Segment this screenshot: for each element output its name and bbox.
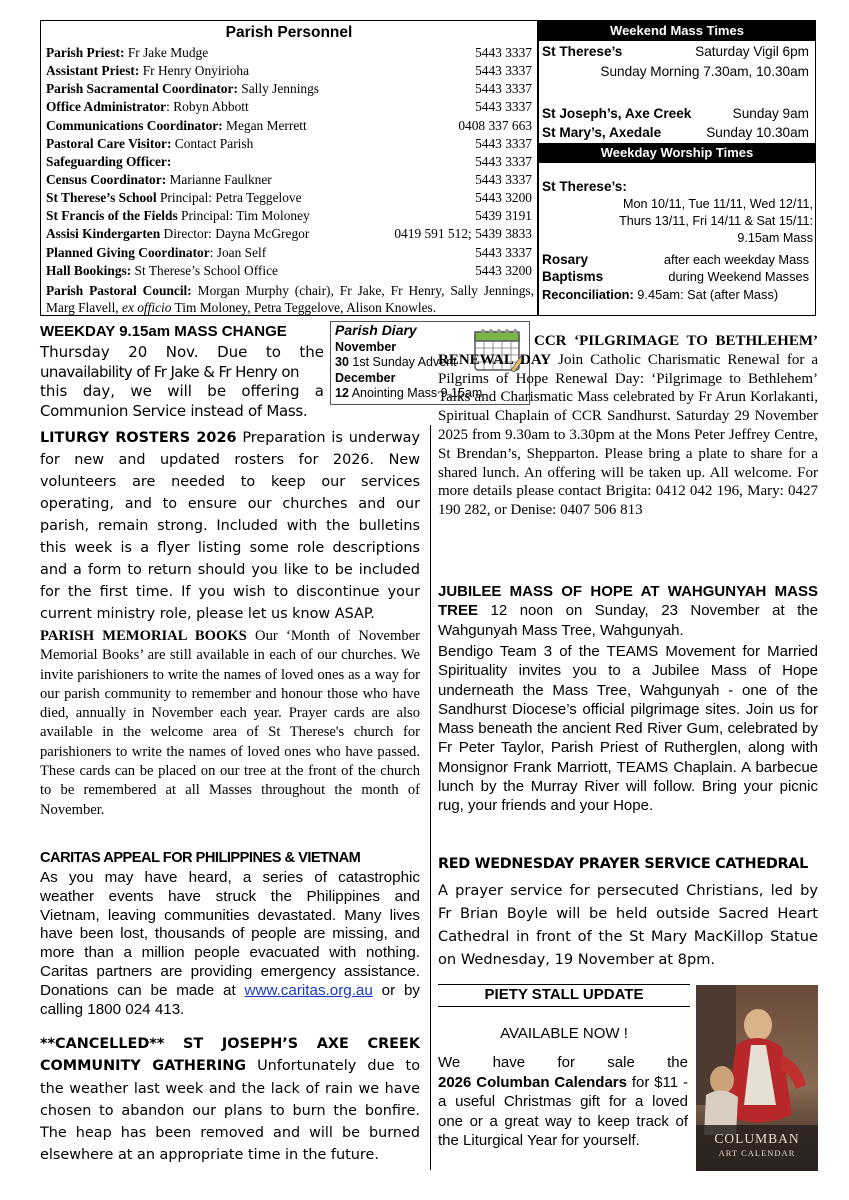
diary-event-2: 12 Anointing Mass 9.15am: [335, 386, 483, 400]
weekday-line-1: Mon 10/11, Tue 11/11, Wed 12/11,: [623, 197, 813, 211]
personnel-row: [46, 117, 532, 135]
pastoral-council: Parish Pastoral Council: Morgan Murphy (chair), Fr Jake, Fr Henry, Sally Jennings, Marg Flavell, ex officio Tim Moloney, Petra Teggelove, Alison Knowles.: [46, 283, 534, 315]
personnel-phone: 5443 3337: [475, 45, 532, 60]
personnel-name: St Therese’s School Office: [131, 263, 278, 278]
personnel-phone: 5443 3337: [475, 245, 532, 260]
weekday-line-2: Thurs 13/11, Fri 14/11 & Sat 15/11:: [619, 214, 813, 228]
personnel-role: Pastoral Care Visitor:: [46, 136, 172, 151]
liturgy-rosters-article: LITURGY ROSTERS 2026 Preparation is underway for new and updated rosters for 2026. New volunteers are needed to keep our services operating, and to ensure our churches and our parish, remain strong. Included with the bulletins this week is a flyer listing some role descriptions and a form to return should you like to be included for the first time. If you wish to discontinue your current ministry role, please let us know ASAP.: [40, 430, 420, 622]
personnel-row: [46, 44, 532, 62]
red-wednesday-heading: RED WEDNESDAY PRAYER SERVICE CATHEDRAL: [438, 856, 808, 872]
personnel-row: [46, 189, 532, 207]
personnel-role: Parish Priest:: [46, 45, 125, 60]
personnel-name: Principal: Tim Moloney: [177, 208, 310, 223]
calendar-subtitle-word: ART CALENDAR: [718, 1148, 796, 1158]
jubilee-mass-article: JUBILEE MASS OF HOPE AT WAHGUNYAH MASS TREE 12 noon on Sunday, 23 November at the Wahgunyah Mass Tree, Wahgunyah.: [438, 583, 818, 639]
st-mary-time: Sunday 10.30am: [706, 125, 809, 140]
caritas-link[interactable]: www.caritas.org.au: [244, 981, 373, 999]
reconciliation-line: Reconciliation: 9.45am: Sat (after Mass): [542, 287, 779, 302]
diary-month-1: November: [335, 340, 397, 354]
mass-change-heading: WEEKDAY 9.15am MASS CHANGE: [40, 323, 287, 340]
personnel-role: Planned Giving Coordinator: [46, 245, 210, 260]
piety-top-rule: [438, 984, 690, 985]
parish-personnel-box: [40, 20, 538, 316]
personnel-row: [46, 153, 532, 171]
personnel-phone: 5443 3337: [475, 99, 532, 114]
memorial-books-article: PARISH MEMORIAL BOOKS Our ‘Month of November Memorial Books’ are still available in each of our churches. We invite parishioners to write the names of loved ones as a way for our parish community to remember and honour those who have died, annually in November each year. Prayer cards are also available in the welcome area of St Therese's church for parishioners to write the names of loved ones who have passed. These cards can be placed on our tree at the front of the church to be remembered at all Masses throughout the month of November.: [40, 628, 421, 818]
personnel-row: [46, 135, 532, 153]
piety-bottom-rule: [438, 1006, 690, 1007]
personnel-name: Marianne Faulkner: [166, 172, 272, 187]
personnel-role: Safeguarding Officer:: [46, 154, 172, 169]
caritas-heading: CARITAS APPEAL FOR PHILIPPINES & VIETNAM: [40, 850, 361, 866]
personnel-title: Parish Personnel: [225, 24, 353, 41]
piety-stall-body: We have for sale the 2026 Columban Calendars for $11 - a useful Christmas gift for a loved one or a great way to keep track of the Liturgical Year for yourself.: [438, 1054, 688, 1149]
personnel-role: Communications Coordinator:: [46, 118, 223, 133]
personnel-role: St Therese’s School: [46, 190, 157, 205]
rosary-time: after each weekday Mass: [663, 252, 809, 267]
personnel-name: : Joan Self: [209, 245, 267, 260]
piety-stall-heading: PIETY STALL UPDATE: [484, 986, 644, 1003]
personnel-row: [46, 225, 532, 243]
st-joseph-time: Sunday 9am: [732, 106, 809, 121]
personnel-role: Hall Bookings:: [46, 263, 132, 278]
personnel-name: Sally Jennings: [237, 81, 320, 96]
personnel-row: [46, 244, 532, 262]
personnel-row: [46, 80, 532, 98]
personnel-name: : Robyn Abbott: [166, 99, 249, 114]
personnel-row: [46, 262, 532, 280]
st-joseph-label: St Joseph’s, Axe Creek: [542, 106, 692, 121]
weekday-worship-title: Weekday Worship Times: [539, 143, 815, 163]
personnel-phone: 5443 3337: [475, 136, 532, 151]
personnel-phone: 5443 3200: [475, 263, 532, 278]
personnel-phone: 5443 3200: [475, 190, 532, 205]
rosary-label: Rosary: [542, 252, 589, 267]
personnel-name: Fr Jake Mudge: [124, 45, 209, 60]
personnel-row: [46, 171, 532, 189]
baptisms-time: during Weekend Masses: [668, 269, 809, 284]
st-mary-label: St Mary’s, Axedale: [542, 125, 662, 140]
column-divider: [430, 425, 431, 1170]
personnel-row: [46, 98, 532, 116]
st-therese-vigil: Saturday Vigil 6pm: [695, 44, 809, 59]
personnel-row: [46, 62, 532, 80]
diary-title: Parish Diary: [335, 322, 417, 338]
st-therese-label: St Therese’s: [542, 44, 623, 59]
calendar-title-word: COLUMBAN: [714, 1131, 800, 1146]
personnel-phone: 5443 3337: [475, 172, 532, 187]
diary-month-2: December: [335, 371, 396, 385]
weekday-line-3: 9.15am Mass: [737, 231, 813, 245]
weekday-church: St Therese’s:: [542, 179, 627, 194]
personnel-row: [46, 207, 532, 225]
personnel-phone: 5443 3337: [475, 154, 532, 169]
caritas-body: As you may have heard, a series of catastrophic weather events have struck the Philippines and Vietnam, leaving communities devastated. Many lives have been lost, thousands of people are missing, and more than a million people evacuated with nothing. Caritas partners are providing emergency assistance. Donations can be made at www.caritas.org.au or by calling 1800 024 413.: [40, 869, 421, 1018]
personnel-role: Assistant Priest:: [46, 63, 140, 78]
ccr-renewal-article: CCR ‘PILGRIMAGE TO BETHLEHEM’ RENEWAL DAY Join Catholic Charismatic Renewal for a Pilgrims of Hope Renewal Day: ‘Pilgrimage to Bethlehem’ Talks and Charismatic Mass celebrated by Fr Arun Korlakanti, Spiritual Chaplain of CCR Sandhurst. Saturday 29 November 2025 from 9.30am to 3.30pm at the Mons Peter Jeffrey Centre, St Brendan’s, Shepparton. Please bring a plate to share for a shared lunch. An offering will be taken up. All welcome. For more details please contact Brigita: 0412 042 196, Mary: 0427 190 282, or Denise: 0407 506 813: [438, 333, 818, 519]
personnel-phone: 0419 591 512; 5439 3833: [394, 226, 532, 241]
personnel-phone: 5443 3337: [475, 81, 532, 96]
personnel-name: Contact Parish: [171, 136, 254, 151]
columban-calendar-image: [696, 985, 818, 1171]
personnel-phone: 0408 337 663: [458, 118, 532, 133]
personnel-name: Director: Dayna McGregor: [160, 226, 310, 241]
personnel-phone: 5439 3191: [475, 208, 532, 223]
red-wednesday-body: A prayer service for persecuted Christians, led by Fr Brian Boyle will be held outside Sacred Heart Cathedral in front of the St Mary MacKillop Statue on Wednesday, 19 November at 8pm.: [438, 882, 818, 968]
weekend-mass-title: Weekend Mass Times: [539, 21, 815, 41]
cancelled-gathering-article: **CANCELLED** ST JOSEPH’S AXE CREEK COMMUNITY GATHERING Unfortunately due to the weather last week and the lack of rain we have chosen to abandon our plans to burn the bonfire. The heap has been removed and will be burned elsewhere at an appropriate time in the future.: [40, 1036, 420, 1164]
personnel-role: St Francis of the Fields: [46, 208, 178, 223]
personnel-role: Office Administrator: [46, 99, 167, 114]
st-therese-sunday: Sunday Morning 7.30am, 10.30am: [600, 64, 809, 79]
mass-change-body: Thursday 20 Nov. Due to the unavailability of Fr Jake & Fr Henry on this day, we will be offering a Communion Service instead of Mass.: [40, 343, 324, 420]
jubilee-mass-body: Bendigo Team 3 of the TEAMS Movement for Married Spirituality invites you to a Jubilee Mass of Hope underneath the Mass Tree, Wahgunyah - one of the Sandhurst Diocese’s official pilgrimage sites. Join us for Mass beneath the ancient Red River Gum, celebrated by Fr Peter Taylor, Parish Priest of Rutherglen, along with Monsignor Frank Marriott, TEAMS Chaplain. A barbecue lunch by the Murray River will follow. Bring your picnic rug, your friends and your Hope.: [438, 643, 818, 815]
personnel-role: Assisi Kindergarten: [46, 226, 161, 241]
personnel-name: Fr Henry Onyirioha: [139, 63, 250, 78]
diary-event-1: 30 1st Sunday Advent: [335, 355, 457, 369]
personnel-role: Parish Sacramental Coordinator:: [46, 81, 238, 96]
personnel-name: Principal: Petra Teggelove: [156, 190, 302, 205]
personnel-role: Census Coordinator:: [46, 172, 167, 187]
piety-available: AVAILABLE NOW !: [500, 1025, 628, 1042]
mass-times-box: [538, 20, 816, 316]
personnel-name: Megan Merrett: [222, 118, 307, 133]
personnel-phone: 5443 3337: [475, 63, 532, 78]
baptisms-label: Baptisms: [542, 269, 604, 284]
